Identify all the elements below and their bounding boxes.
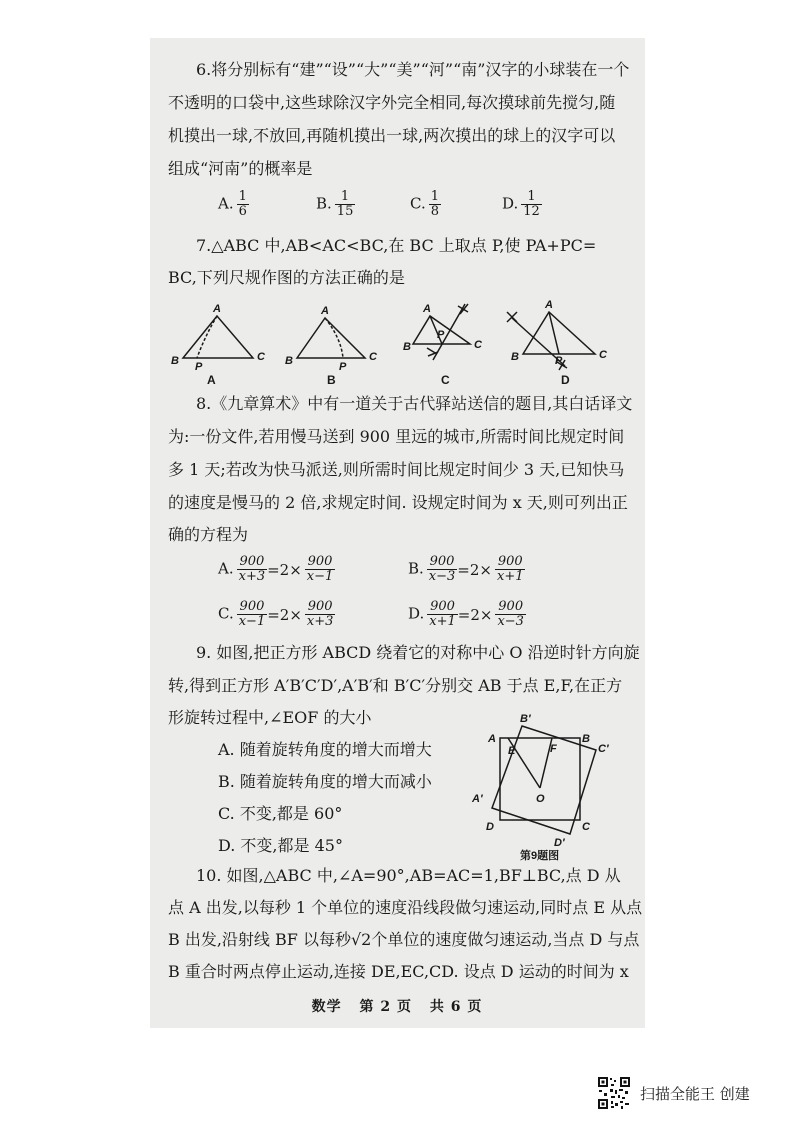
q8-option-c: C. $\frac{900}{x-1}$ =2× $\frac{900}{x+3}$ [218,599,334,629]
q9-label-d: D [486,821,494,833]
q9-label-o: O [536,793,545,805]
q10-line-2: 点 A 出发,以每秒 1 个单位的速度沿线段做匀速运动,同时点 E 从点 [168,898,643,917]
q9-option-a: A. 随着旋转角度的增大而增大 [218,740,432,759]
q9-label-a2: A′ [472,793,483,805]
q7a-label-b: B [171,355,179,367]
q8-line-1: 8.《九章算术》中有一道关于古代驿站送信的题目,其白话译文 [196,394,633,413]
q6-option-d: D. $\frac{1}{12}$ [502,189,540,219]
q9-line-1: 9. 如图,把正方形 ABCD 绕着它的对称中心 O 沿逆时针方向旋 [196,643,640,662]
q7-fig-label-c: C [441,373,450,387]
q9-label-e: E [508,745,516,757]
q10-line-1: 10. 如图,△ABC 中,∠A=90°,AB=AC=1,BF⊥BC,点 D 从 [196,866,621,885]
q10-line-3: B 出发,沿射线 BF 以每秒√2个单位的速度做匀速运动,当点 D 与点 [168,930,640,949]
q7b-label-p: P [339,361,347,373]
q8-line-5: 确的方程为 [168,525,249,544]
qr-code-icon [597,1076,631,1110]
q9-label-f: F [550,743,557,755]
q6-line-3: 机摸出一球,不放回,再随机摸出一球,两次摸出的球上的汉字可以 [168,126,616,145]
q7b-label-c: C [369,351,377,363]
q7d-label-c: C [599,349,607,361]
footer-total: 共 6 页 [429,999,483,1015]
q9-label-b: B [582,733,590,745]
q8-option-a: A. $\frac{900}{x+3}$ =2× $\frac{900}{x-1}$ [218,554,334,584]
q6-option-c: C. $\frac{1}{8}$ [410,189,439,219]
footer-subject: 数学 [311,999,342,1015]
q9-label-d2: D′ [554,837,565,849]
q9-label-b2: B′ [520,713,531,725]
q6-line-4: 组成“河南”的概率是 [168,159,313,178]
q6-option-a: A. $\frac{1}{6}$ [218,189,247,219]
q7d-label-p: P [555,355,563,367]
q7c-label-p: P [437,329,445,341]
q9-line-2: 转,得到正方形 A′B′C′D′,A′B′和 B′C′分别交 AB 于点 E,F,在正方 [168,676,623,695]
q9-figure-caption: 第9题图 [520,850,560,862]
q7c-label-b: B [403,341,411,353]
q7-figures [165,298,625,390]
q7d-label-b: B [511,351,519,363]
q9-option-c: C. 不变,都是 60° [218,804,343,823]
q7a-label-a: A [213,303,221,315]
q9-label-c: C [582,821,590,833]
q9-option-d: D. 不变,都是 45° [218,836,343,855]
q7-fig-label-b: B [327,373,336,387]
q9-label-a: A [488,733,496,745]
page-footer [0,996,794,1016]
scanner-brand: 扫描全能王 创建 [640,1085,750,1103]
q7c-label-c: C [474,339,482,351]
q7c-label-a: A [423,303,431,315]
q7d-label-a: A [545,299,553,311]
q9-line-3: 形旋转过程中,∠EOF 的大小 [168,708,372,727]
q7-fig-label-d: D [561,373,570,387]
q9-option-b: B. 随着旋转角度的增大而减小 [218,772,432,791]
q6-option-b: B. $\frac{1}{15}$ [316,189,354,219]
q7-fig-label-a: A [207,373,216,387]
q9-figure [470,712,620,862]
q8-option-d: D. $\frac{900}{x+1}$ =2× $\frac{900}{x-3}$ [408,599,524,629]
footer-page: 第 2 页 [359,999,412,1015]
q8-line-3: 多 1 天;若改为快马派送,则所需时间比规定时间少 3 天,已知快马 [168,460,625,479]
q7a-label-c: C [257,351,265,363]
q7b-label-a: A [321,305,329,317]
q9-label-c2: C′ [598,743,609,755]
q7-line-2: BC,下列尺规作图的方法正确的是 [168,268,405,287]
q8-line-4: 的速度是慢马的 2 倍,求规定时间. 设规定时间为 x 天,则可列出正 [168,493,628,512]
q7-line-1: 7.△ABC 中,AB<AC<BC,在 BC 上取点 P,使 PA+PC= [196,236,597,255]
q6-line-2: 不透明的口袋中,这些球除汉字外完全相同,每次摸球前先搅匀,随 [168,93,616,112]
q7b-label-b: B [285,355,293,367]
q7a-label-p: P [195,361,203,373]
q10-line-4: B 重合时两点停止运动,连接 DE,EC,CD. 设点 D 运动的时间为 x [168,962,629,981]
q8-line-2: 为:一份文件,若用慢马送到 900 里远的城市,所需时间比规定时间 [168,427,625,446]
q6-line-1: 6.将分别标有“建”“设”“大”“美”“河”“南”汉字的小球装在一个 [196,60,630,79]
q8-option-b: B. $\frac{900}{x-3}$ =2× $\frac{900}{x+1}$ [408,554,524,584]
